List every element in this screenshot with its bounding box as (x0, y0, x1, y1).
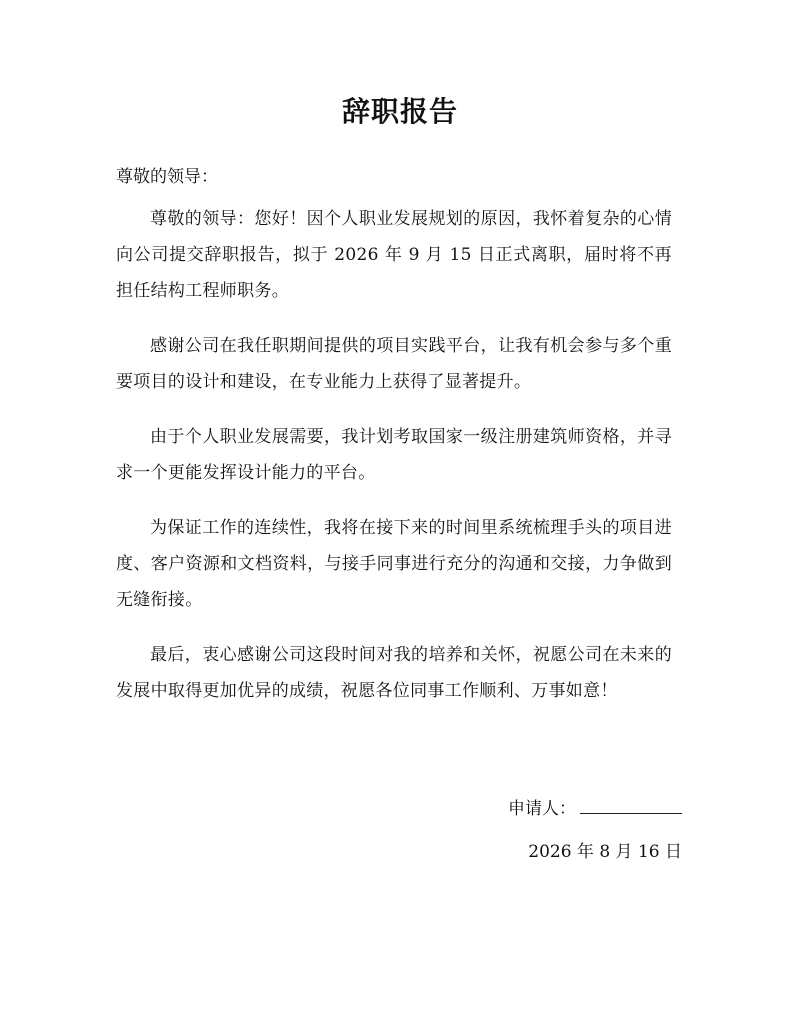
applicant-signature-line (508, 795, 682, 823)
letter-date: 2026 年 8 月 16 日 (528, 842, 682, 862)
letter-body (116, 201, 672, 728)
signature-blank (580, 795, 682, 814)
paragraph-reason: 由于个人职业发展需要，我计划考取国家一级注册建筑师资格，并寻求一个更能发挥设计能力的平台。 (116, 427, 672, 483)
paragraph-greeting: 尊敬的领导：您好！因个人职业发展规划的原因，我怀着复杂的心情向公司提交辞职报告，拟于 2026 年 9 月 15 日正式离职，届时将不再担任结构工程师职务。 (116, 209, 672, 301)
paragraph-closing: 最后，衷心感谢公司这段时间对我的培养和关怀，祝愿公司在未来的发展中取得更加优异的成绩，祝愿各位同事工作顺利、万事如意！ (116, 645, 672, 701)
salutation: 尊敬的领导： (116, 167, 218, 187)
paragraph-handover: 为保证工作的连续性，我将在接下来的时间里系统梳理手头的项目进度、客户资源和文档资料，与接手同事进行充分的沟通和交接，力争做到无缝衔接。 (116, 518, 672, 610)
applicant-label: 申请人： (508, 799, 576, 819)
paragraph-thanks: 感谢公司在我任职期间提供的项目实践平台，让我有机会参与多个重要项目的设计和建设，在专业能力上获得了显著提升。 (116, 336, 672, 392)
document-title: 辞职报告 (341, 95, 458, 128)
